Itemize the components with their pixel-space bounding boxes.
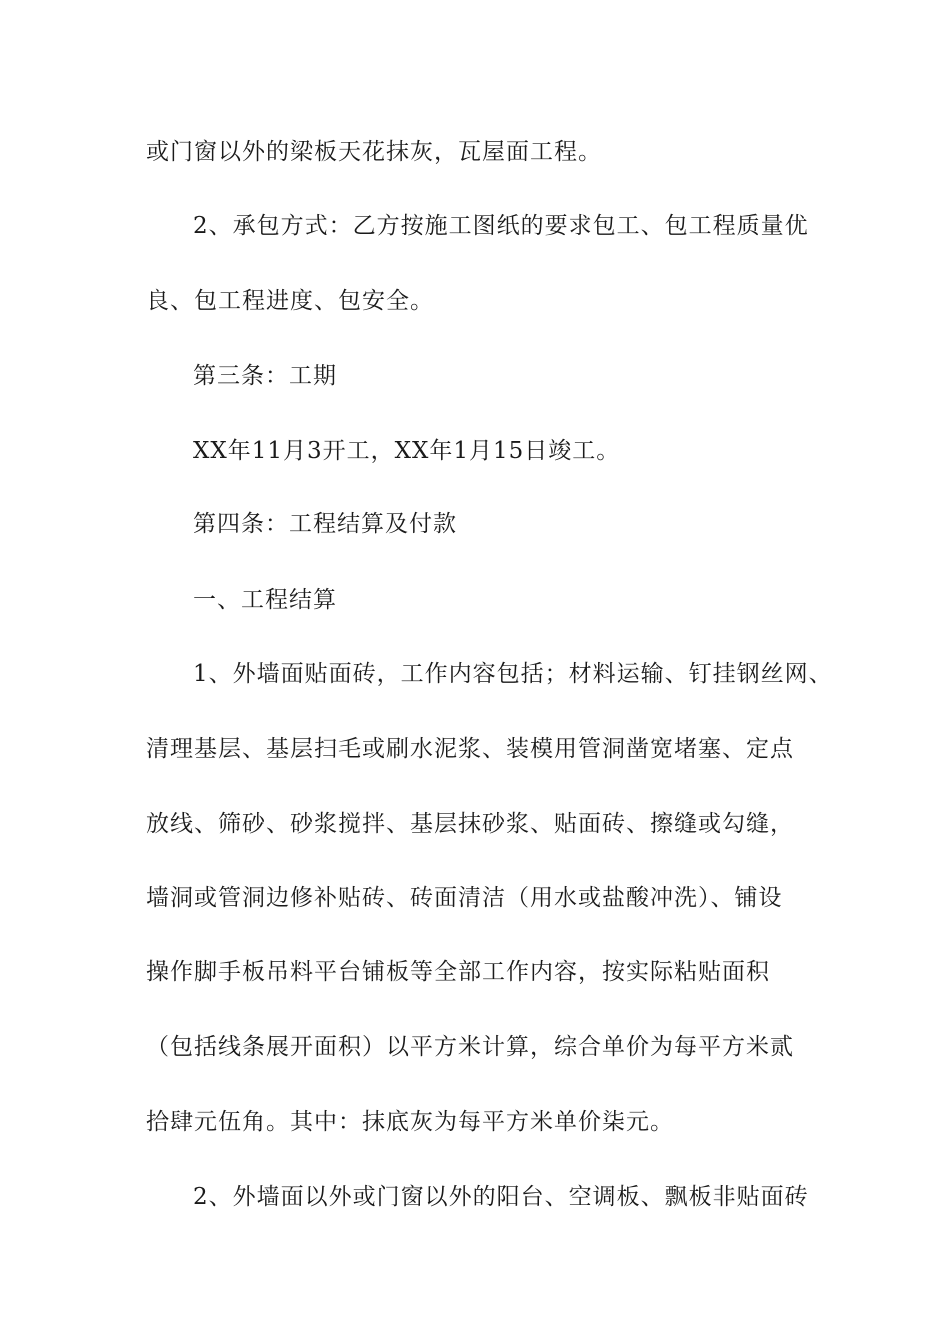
subsection-heading: 一、工程结算	[193, 587, 337, 613]
text-line: 拾肆元伍角。其中：抹底灰为每平方米单价柒元。	[146, 1109, 674, 1135]
text-line: 良、包工程进度、包安全。	[146, 288, 434, 314]
text-line: 清理基层、基层扫毛或刷水泥浆、装模用管洞凿宽堵塞、定点	[146, 736, 794, 762]
text-line: 2、承包方式：乙方按施工图纸的要求包工、包工程质量优	[193, 213, 809, 239]
text-line: 或门窗以外的梁板天花抹灰，瓦屋面工程。	[146, 139, 602, 165]
section-heading: 第四条：工程结算及付款	[193, 511, 457, 537]
text-line: 1、外墙面贴面砖，工作内容包括；材料运输、钉挂钢丝网、	[193, 661, 833, 687]
section-heading: 第三条：工期	[193, 363, 337, 389]
text-line: 操作脚手板吊料平台铺板等全部工作内容，按实际粘贴面积	[146, 959, 770, 985]
text-line: 2、外墙面以外或门窗以外的阳台、空调板、飘板非贴面砖	[193, 1184, 809, 1210]
text-line: 放线、筛砂、砂浆搅拌、基层抹砂浆、贴面砖、擦缝或勾缝，	[146, 811, 794, 837]
text-line: 墙洞或管洞边修补贴砖、砖面清洁（用水或盐酸冲洗）、铺设	[146, 885, 783, 911]
text-line: （包括线条展开面积）以平方米计算，综合单价为每平方米贰	[146, 1034, 794, 1060]
text-line: XX年11月3开工，XX年1月15日竣工。	[193, 438, 621, 464]
